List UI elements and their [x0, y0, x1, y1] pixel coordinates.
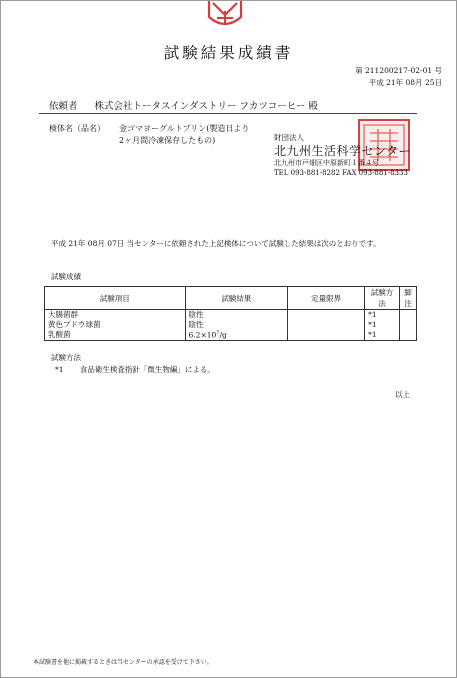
client-divider — [39, 113, 417, 114]
table-row — [45, 329, 417, 341]
table-row — [45, 320, 417, 330]
results-table — [44, 286, 417, 341]
result-base: 6.2×10 — [188, 330, 217, 340]
test-method: *1 — [365, 310, 400, 320]
sample-name-line-2: 2ヶ月間冷凍保存したもの) — [119, 136, 216, 145]
quantification-limit — [288, 310, 365, 320]
result-exponent: 7 — [216, 330, 220, 336]
column-header: 試験方法 — [365, 287, 400, 310]
lab-logo-icon — [206, 1, 244, 29]
test-method: *1 — [365, 320, 400, 330]
table-row — [45, 310, 417, 320]
results-title: 試験成績 — [51, 272, 81, 281]
client-line — [49, 98, 318, 112]
column-header: 試験結果 — [185, 287, 288, 310]
lab-corporation-type: 財団法人 — [274, 133, 304, 142]
quantification-limit — [288, 320, 365, 330]
column-header: 脚注 — [399, 287, 416, 310]
footnote — [399, 310, 416, 320]
test-result: 陰性 — [185, 320, 288, 330]
client-label: 依頼者 — [49, 101, 78, 112]
footnote — [399, 329, 416, 341]
method-item — [55, 364, 215, 375]
test-item: 黄色ブドウ球菌 — [45, 320, 186, 330]
document-title: 試験結果成績書 — [163, 44, 294, 62]
sample-label: 検体名（品名） — [49, 124, 105, 133]
method-mark: *1 — [55, 365, 64, 374]
sample-name-line-1: 金ゴマヨーグルトプリン(製造日より — [119, 124, 250, 133]
test-result: 陰性 — [185, 310, 288, 320]
footnote — [399, 320, 416, 330]
test-result — [185, 329, 288, 341]
test-method: *1 — [365, 329, 400, 341]
document-number: 第 211200217-02-01 号 — [355, 66, 442, 75]
test-item: 大腸菌群 — [45, 310, 186, 320]
quantification-limit — [288, 329, 365, 341]
column-header: 定量限界 — [288, 287, 365, 310]
lab-name: 北九州生活科学センター — [274, 144, 412, 158]
table-header-row — [45, 287, 417, 310]
lab-address: 北九州市戸畑区中原新町１番４号 — [274, 159, 379, 167]
result-unit: /g — [219, 330, 227, 340]
client-name: 株式会社トータスインダストリー フカツコーヒー 殿 — [94, 101, 318, 112]
lab-contact: TEL 093-881-8282 FAX 093-881-8333 — [274, 169, 408, 177]
issue-date: 平成 21年 08月 25日 — [368, 78, 442, 87]
test-item: 乳酸菌 — [45, 329, 186, 341]
column-header: 試験項目 — [45, 287, 186, 310]
footer-note: 本試験書を他に掲載するときは当センターの承認を受けて下さい。 — [33, 659, 213, 666]
intro-text: 平成 21年 08月 07日 当センターに依頼された上記検体について試験した結果は次のとおりです。 — [51, 239, 381, 248]
method-text: 食品衛生検査指針「微生物編」による。 — [79, 365, 215, 374]
closing-text: 以上 — [395, 390, 410, 399]
methods-title: 試験方法 — [51, 353, 81, 362]
